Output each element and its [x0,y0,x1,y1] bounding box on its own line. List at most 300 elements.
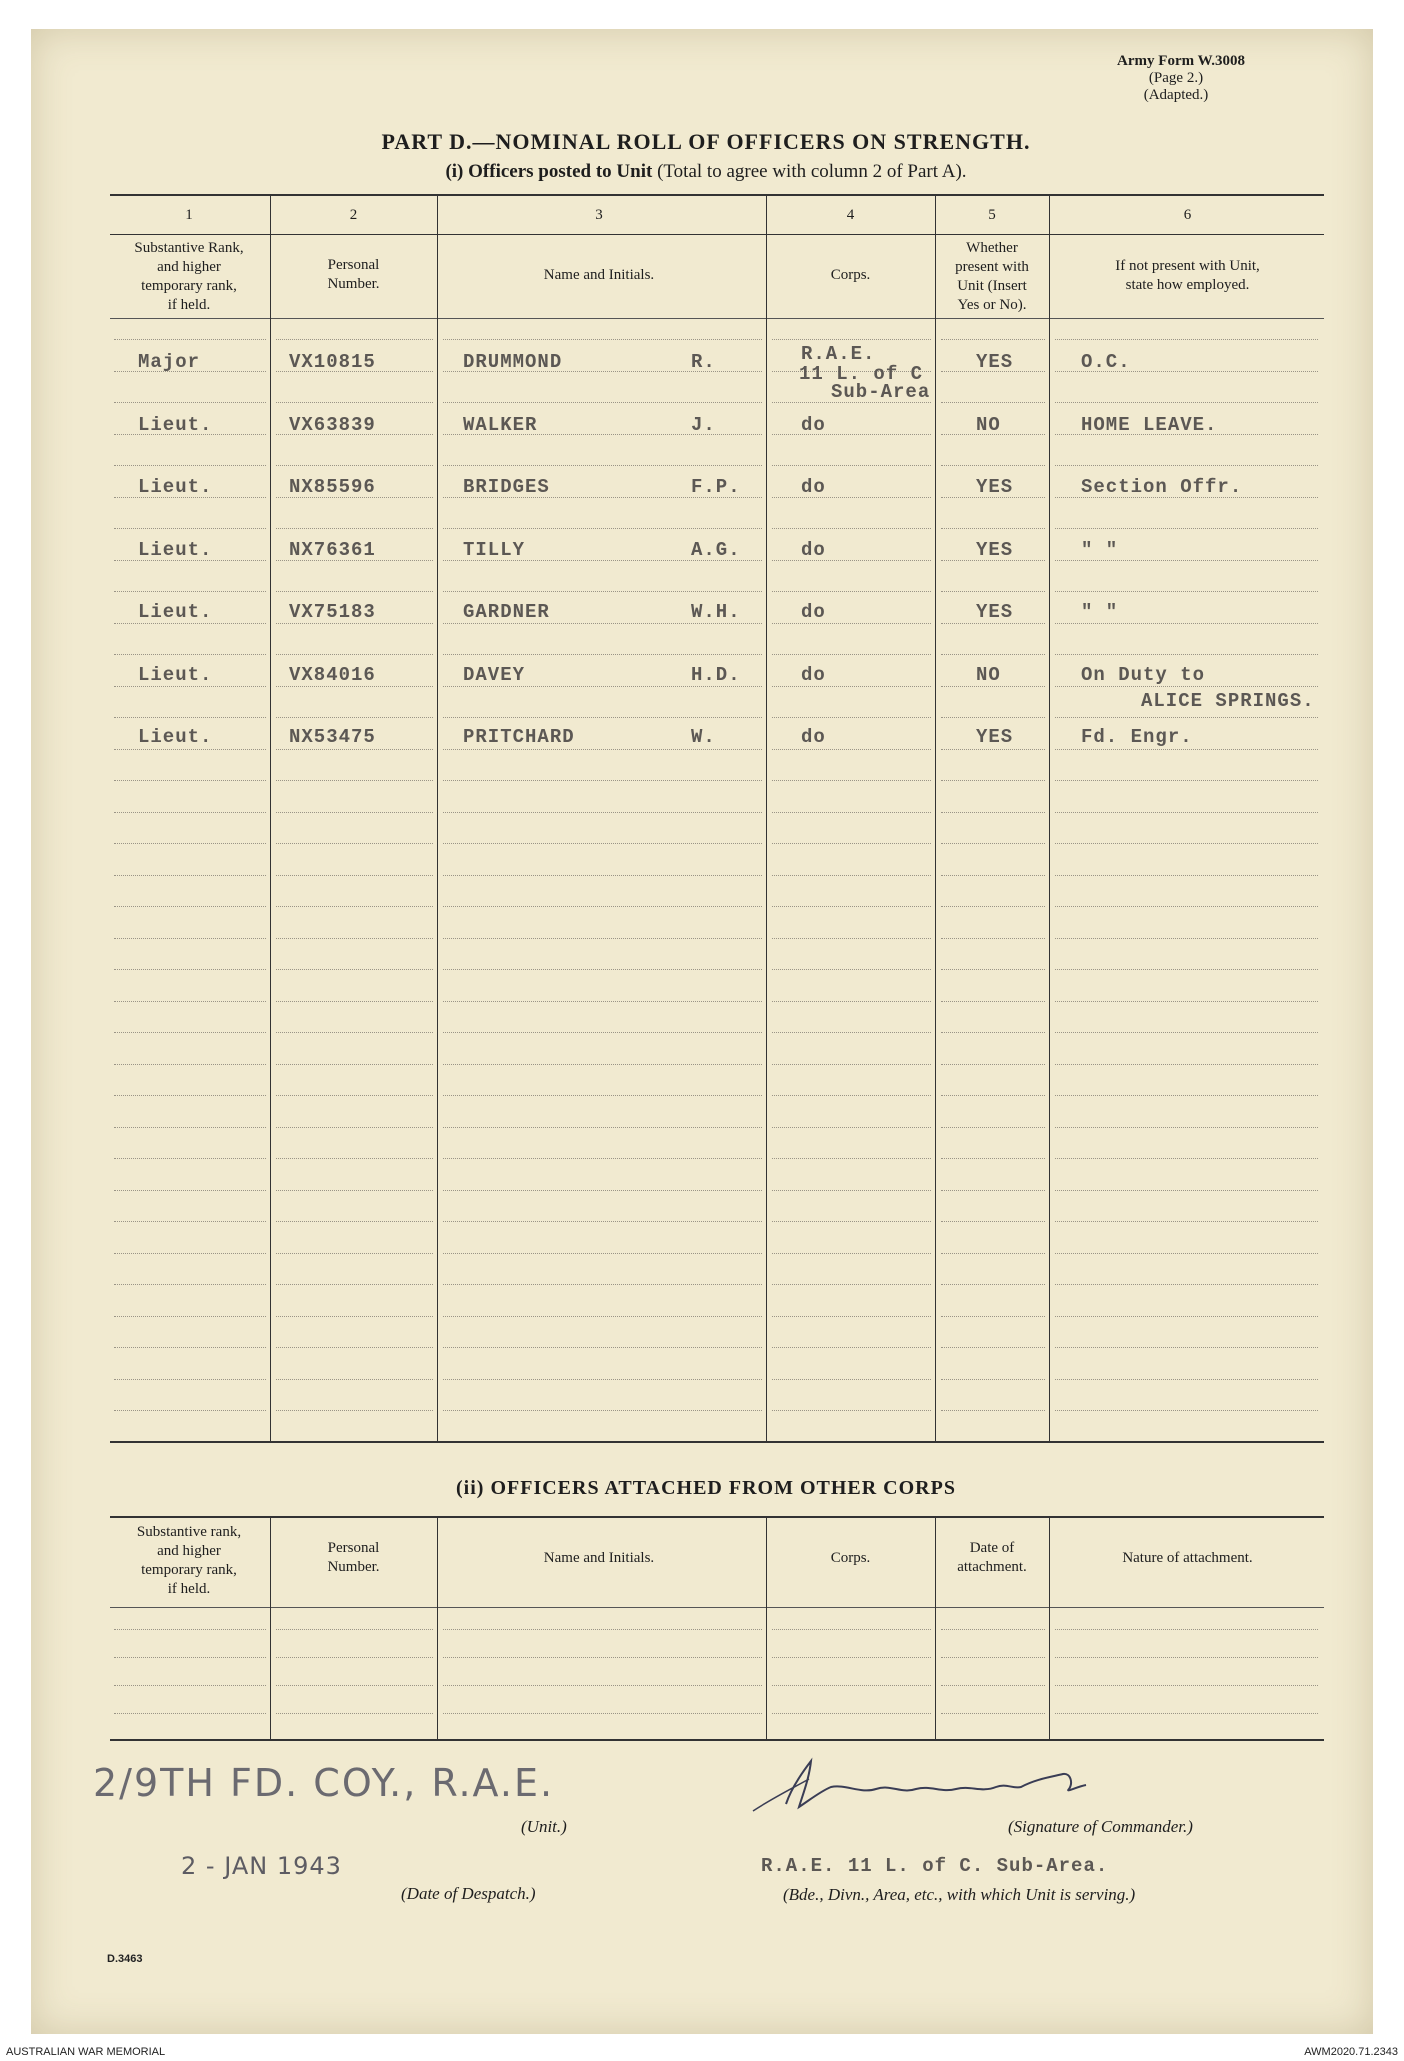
ruled-line [941,591,1045,592]
ruled-line [1055,1410,1318,1411]
s2-header-rank-l2: and higher [157,1543,221,1559]
col-num-3: 3 [595,207,603,223]
ruled-line [941,465,1045,466]
ruled-line [443,654,762,655]
ruled-line [941,780,1045,781]
ruled-line [114,1190,266,1191]
ruled-line [1055,686,1318,687]
col-divider-4 [935,194,936,1441]
despatch-date: 2 - JAN 1943 [181,1852,342,1880]
s2-ruled-line [941,1657,1045,1658]
officer-corps: do [801,664,826,686]
ruled-line [941,906,1045,907]
officer-initials: F.P. [691,476,741,498]
ruled-line [772,1347,931,1348]
ruled-line [114,812,266,813]
ruled-line [772,843,931,844]
ruled-line [772,1095,931,1096]
ruled-line [1055,1284,1318,1285]
ruled-line [1055,780,1318,781]
col-header-rank [110,239,268,315]
ruled-line [114,1127,266,1128]
ruled-line [941,1221,1045,1222]
ruled-line [114,528,266,529]
ruled-line [1055,1253,1318,1254]
s2-ruled-line [443,1657,762,1658]
ruled-line [1055,339,1318,340]
ruled-line [443,339,762,340]
col-header-present [937,239,1047,315]
ruled-line [772,780,931,781]
officer-initials: W.H. [691,601,741,623]
s2-ruled-line [114,1629,266,1630]
ruled-line [941,528,1045,529]
officer-number: VX75183 [289,601,376,623]
ruled-line [276,528,433,529]
ruled-line [276,938,433,939]
ruled-line [114,1001,266,1002]
footer-left: AUSTRALIAN WAR MEMORIAL [6,2046,166,2058]
ruled-line [443,843,762,844]
ruled-line [114,906,266,907]
ruled-line [276,686,433,687]
ruled-line [772,938,931,939]
col-header-number [272,256,435,294]
section-ii-title: (ii) OFFICERS ATTACHED FROM OTHER CORPS [456,1477,956,1499]
ruled-line [276,402,433,403]
ruled-line [941,339,1045,340]
section-i-heading [231,161,1181,183]
s2-col-divider-3 [766,1516,767,1739]
s2-header-number-l2: Number. [327,1559,380,1575]
ruled-line [276,1064,433,1065]
form-id-line1: Army Form W.3008 [1117,53,1245,69]
ruled-line [276,1032,433,1033]
ruled-line [1055,717,1318,718]
s2-col-divider-1 [270,1516,271,1739]
officer-name: DAVEY [463,664,526,686]
unit-label: (Unit.) [521,1817,567,1836]
col-header-present-l4: Yes or No). [957,297,1027,313]
ruled-line [772,434,931,435]
ruled-line [276,654,433,655]
ruled-line [772,1410,931,1411]
ruled-line [276,1001,433,1002]
ruled-line [443,1190,762,1191]
ruled-line [443,1379,762,1380]
ruled-line [772,1253,931,1254]
s2-header-rank [110,1523,268,1599]
officer-present: NO [976,414,1001,436]
ruled-line [1055,402,1318,403]
s2-header-number [272,1539,435,1577]
ruled-line [114,843,266,844]
ruled-line [772,875,931,876]
ruled-line [1055,1095,1318,1096]
ruled-line [1055,1190,1318,1191]
officer-corps-line2: 11 L. of C [799,363,924,385]
s2-ruled-line [772,1657,931,1658]
col-header-corps: Corps. [830,267,871,283]
ruled-line [941,843,1045,844]
s2-ruled-line [772,1713,931,1714]
ruled-line [443,1284,762,1285]
s2-ruled-line [1055,1713,1318,1714]
ruled-line [1055,812,1318,813]
ruled-line [1055,623,1318,624]
ruled-line [772,497,931,498]
officer-number: VX10815 [289,351,376,373]
col-divider-3 [766,194,767,1441]
col-num-2: 2 [349,207,358,223]
s2-ruled-line [1055,1629,1318,1630]
bde-label: (Bde., Divn., Area, etc., with which Unit is serving.) [783,1885,1136,1904]
ruled-line [276,1158,433,1159]
s2-ruled-line [772,1629,931,1630]
officer-name: GARDNER [463,601,550,623]
signature-label: (Signature of Commander.) [1008,1817,1193,1836]
officer-name: PRITCHARD [463,726,575,748]
col-header-present-l2: present with [955,259,1029,275]
ruled-line [114,1284,266,1285]
ruled-line [443,812,762,813]
ruled-line [276,875,433,876]
ruled-line [276,1379,433,1380]
col-divider-1 [270,194,271,1441]
col-header-rank-l2: and higher [157,259,221,275]
ruled-line [276,1221,433,1222]
officer-employed: Section Offr. [1081,476,1243,498]
ruled-line [443,1001,762,1002]
officer-rank: Lieut. [138,726,213,748]
ruled-line [276,969,433,970]
ruled-line [114,1410,266,1411]
ruled-line [1055,906,1318,907]
form-page [31,29,1373,2034]
ruled-line [772,560,931,561]
ruled-line [114,717,266,718]
s2-col-divider-2 [437,1516,438,1739]
ruled-line [276,717,433,718]
officer-rank: Lieut. [138,601,213,623]
ruled-line [114,402,266,403]
ruled-line [114,749,266,750]
ruled-line [443,1410,762,1411]
ruled-line [1055,1032,1318,1033]
officer-initials: A.G. [691,539,741,561]
ruled-line [443,1347,762,1348]
officer-initials: J. [691,414,716,436]
form-id-line3: (Adapted.) [1143,87,1209,103]
ruled-line [443,1253,762,1254]
officer-employed-line2: ALICE SPRINGS. [1141,690,1315,712]
section-i-note: (Total to agree with column 2 of Part A). [657,161,967,182]
s2-header-corps: Corps. [830,1550,871,1566]
officer-employed: On Duty to [1081,664,1206,686]
footer-right: AWM2020.71.2343 [1304,2046,1398,2058]
ruled-line [114,1347,266,1348]
ruled-line [1055,591,1318,592]
ruled-line [443,591,762,592]
ruled-line [276,1347,433,1348]
ruled-line [276,1410,433,1411]
ruled-line [772,528,931,529]
ruled-line [443,717,762,718]
col-header-employed-l1: If not present with Unit, [1115,258,1260,274]
ruled-line [772,1190,931,1191]
s2-header-number-l1: Personal [327,1540,380,1556]
officer-name: TILLY [463,539,526,561]
ruled-line [443,1064,762,1065]
ruled-line [772,654,931,655]
col-divider-5 [1049,194,1050,1441]
ruled-line [1055,1064,1318,1065]
form-id-line2: (Page 2.) [1148,70,1204,86]
ruled-line [276,465,433,466]
ruled-line [1055,875,1318,876]
col-num-6: 6 [1183,207,1192,223]
ruled-line [941,1379,1045,1380]
s2-ruled-line [114,1657,266,1658]
officer-employed: " " [1081,539,1119,561]
ruled-line [276,591,433,592]
officer-corps-line3: Sub-Area [831,381,931,403]
s2-ruled-line [1055,1685,1318,1686]
ruled-line [276,1190,433,1191]
ruled-line [941,686,1045,687]
ruled-line [1055,654,1318,655]
ruled-line [114,1158,266,1159]
ruled-line [772,812,931,813]
ruled-line [772,465,931,466]
officer-present: YES [976,539,1014,561]
ruled-line [276,1253,433,1254]
ruled-line [443,623,762,624]
ruled-line [941,1001,1045,1002]
form-id [1101,53,1331,104]
s2-ruled-line [941,1629,1045,1630]
ruled-line [941,969,1045,970]
despatch-date-label: (Date of Despatch.) [401,1884,536,1903]
officer-employed: HOME LEAVE. [1081,414,1218,436]
ruled-line [443,465,762,466]
ruled-line [443,938,762,939]
officer-number: NX53475 [289,726,376,748]
ruled-line [1055,938,1318,939]
ruled-line [443,1316,762,1317]
officer-corps: do [801,601,826,623]
officer-present: NO [976,664,1001,686]
ruled-line [276,843,433,844]
s2-header-bottom-rule [110,1607,1324,1608]
officer-number: NX76361 [289,539,376,561]
col-header-rank-l3: temporary rank, [141,278,237,294]
ruled-line [443,686,762,687]
ruled-line [114,1095,266,1096]
table-top-rule [110,194,1324,196]
col-header-number-l1: Personal [327,257,380,273]
ruled-line [276,906,433,907]
ruled-line [941,1064,1045,1065]
ruled-line [114,654,266,655]
s2-header-date-l2: attachment. [957,1559,1027,1575]
ruled-line [772,623,931,624]
ruled-line [276,812,433,813]
ruled-line [114,686,266,687]
s2-ruled-line [114,1685,266,1686]
col-header-number-l2: Number. [327,276,380,292]
col-header-employed [1051,257,1324,295]
s2-header-nature: Nature of attachment. [1122,1550,1253,1566]
ruled-line [114,875,266,876]
officer-initials: W. [691,726,716,748]
s2-header-rank-l3: temporary rank, [141,1562,237,1578]
section-i-label: (i) Officers posted to Unit [445,161,653,182]
ruled-line [276,749,433,750]
s2-bottom-rule [110,1739,1324,1741]
ruled-line [941,1284,1045,1285]
s2-ruled-line [114,1713,266,1714]
ruled-line [114,1253,266,1254]
ruled-line [941,654,1045,655]
officer-number: VX84016 [289,664,376,686]
ruled-line [941,1095,1045,1096]
ruled-line [941,717,1045,718]
bde-value: R.A.E. 11 L. of C. Sub-Area. [761,1855,1109,1877]
s2-header-rank-l4: if held. [167,1581,211,1597]
ruled-line [276,1095,433,1096]
ruled-line [1055,1316,1318,1317]
ruled-line [443,749,762,750]
s2-ruled-line [443,1629,762,1630]
ruled-line [941,1410,1045,1411]
ruled-line [114,1379,266,1380]
ruled-line [941,1032,1045,1033]
s2-col-divider-5 [1049,1516,1050,1739]
officer-corps: do [801,726,826,748]
ruled-line [1055,1127,1318,1128]
officer-corps: do [801,476,826,498]
s2-ruled-line [443,1713,762,1714]
officer-initials: R. [691,351,716,373]
s2-col-divider-4 [935,1516,936,1739]
ruled-line [941,402,1045,403]
ruled-line [941,938,1045,939]
ruled-line [772,1284,931,1285]
ruled-line [114,1032,266,1033]
ruled-line [443,402,762,403]
ruled-line [443,528,762,529]
ruled-line [114,1316,266,1317]
ruled-line [114,938,266,939]
officer-name: BRIDGES [463,476,550,498]
officer-rank: Lieut. [138,476,213,498]
page-title: PART D.—NOMINAL ROLL OF OFFICERS ON STRENGTH. [381,129,1031,154]
ruled-line [114,339,266,340]
table-bottom-rule [110,1441,1324,1443]
officer-present: YES [976,601,1014,623]
s2-header-rank-l1: Substantive rank, [136,1524,242,1540]
ruled-line [772,1032,931,1033]
ruled-line [1055,528,1318,529]
ruled-line [772,717,931,718]
header-number-rule [110,234,1324,235]
col-header-present-l1: Whether [966,240,1018,256]
officer-employed: " " [1081,601,1119,623]
ruled-line [941,1127,1045,1128]
s2-header-name: Name and Initials. [543,1550,655,1566]
ruled-line [941,812,1045,813]
ruled-line [941,875,1045,876]
col-header-employed-l2: state how employed. [1125,277,1250,293]
ruled-line [114,1064,266,1065]
ruled-line [772,906,931,907]
ruled-line [443,875,762,876]
ruled-line [276,1127,433,1128]
s2-ruled-line [276,1657,433,1658]
ruled-line [114,969,266,970]
ruled-line [443,1095,762,1096]
s2-ruled-line [772,1685,931,1686]
s2-ruled-line [276,1713,433,1714]
ruled-line [443,906,762,907]
ruled-line [772,1001,931,1002]
ruled-line [772,1316,931,1317]
section-ii-top-rule [110,1516,1324,1518]
officer-present: YES [976,726,1014,748]
signature-stroke [786,1761,1086,1807]
ruled-line [941,1347,1045,1348]
ruled-line [772,969,931,970]
header-bottom-rule [110,318,1324,319]
ruled-line [772,1127,931,1128]
s2-ruled-line [276,1629,433,1630]
ruled-line [276,339,433,340]
officer-rank: Major [138,351,201,373]
col-header-present-l3: Unit (Insert [957,278,1027,294]
officer-rank: Lieut. [138,539,213,561]
officer-employed: Fd. Engr. [1081,726,1193,748]
ruled-line [276,623,433,624]
ruled-line [114,591,266,592]
ruled-line [772,1158,931,1159]
s2-header-date [937,1539,1047,1577]
ruled-line [1055,969,1318,970]
col-divider-2 [437,194,438,1441]
ruled-line [114,780,266,781]
officer-initials: H.D. [691,664,741,686]
ruled-line [941,1253,1045,1254]
commander-signature [751,1749,1191,1819]
ruled-line [772,1064,931,1065]
s2-header-date-l1: Date of [969,1540,1015,1556]
ruled-line [114,465,266,466]
officer-corps: R.A.E. [801,343,876,365]
col-num-5: 5 [988,207,996,223]
ruled-line [941,1158,1045,1159]
officer-name: DRUMMOND [463,351,563,373]
ruled-line [443,1221,762,1222]
s2-ruled-line [443,1685,762,1686]
ruled-line [1055,465,1318,466]
col-header-rank-l4: if held. [167,297,211,313]
officer-rank: Lieut. [138,664,213,686]
s2-ruled-line [941,1713,1045,1714]
ruled-line [276,1284,433,1285]
s2-ruled-line [941,1685,1045,1686]
officer-employed: O.C. [1081,351,1131,373]
ruled-line [941,1190,1045,1191]
